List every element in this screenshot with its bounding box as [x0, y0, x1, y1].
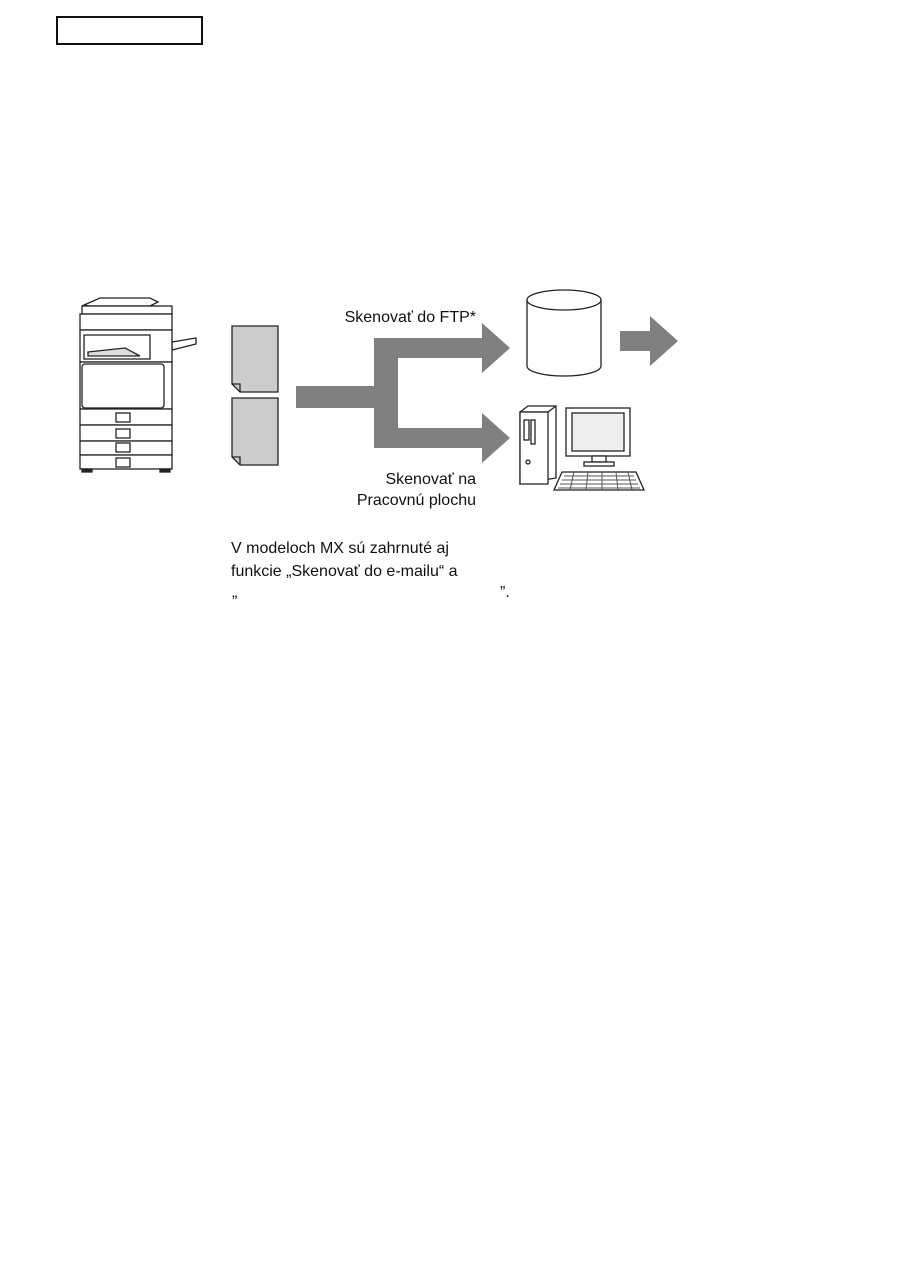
ftp-label: Skenovať do FTP*: [344, 309, 476, 326]
desktop-computer-icon: [520, 406, 644, 490]
footnote-close-quote: ”.: [500, 584, 510, 601]
scanned-document-icon: [232, 326, 278, 465]
footnote-open-quote: „: [232, 584, 238, 601]
forward-arrow: [620, 316, 678, 366]
multifunction-printer-icon: [80, 298, 196, 472]
ftp-server-icon: [527, 290, 601, 376]
footnote: [231, 537, 458, 583]
desktop-label-line1: Skenovať na: [385, 471, 476, 488]
footnote-line1: V modeloch MX sú zahrnuté aj: [231, 540, 449, 557]
branch-arrow: [296, 323, 510, 463]
desktop-label-line2: Pracovnú plochu: [356, 492, 476, 509]
footnote-line2: funkcie „Skenovať do e-mailu“ a: [231, 563, 458, 580]
